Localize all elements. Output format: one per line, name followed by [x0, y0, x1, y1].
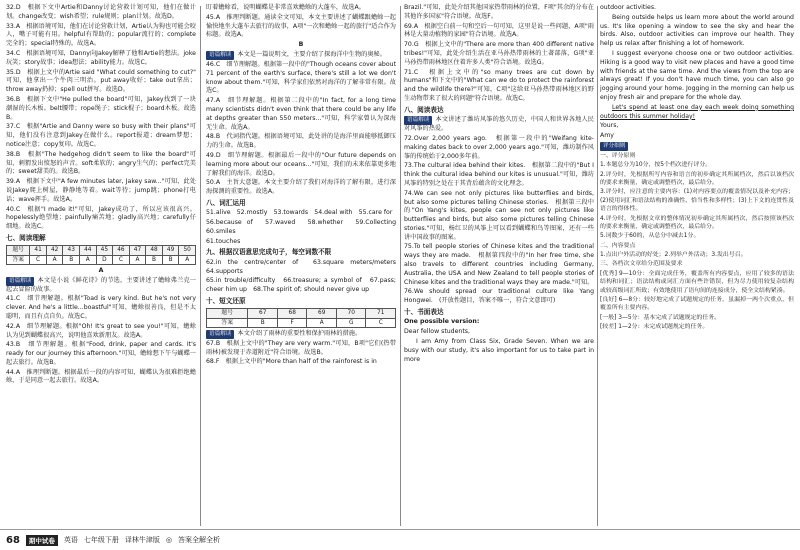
- rubric-line: 3.评分时，应注意的主要内容：(1)对内容要点的覆盖情况以及补充内容；(2)使用词汇和语法结构的准确性、恰当性和多样性；(3)上下文的连贯性及语言的得体性。: [600, 189, 794, 213]
- answer-39: 39.A 根据下文中"A few minutes later, Jakey saw..."可知，此处说Jakey爬上树屋，静静地等着。wait等待；jump跳；phone打电话；wave挥手。故选A。: [6, 178, 196, 203]
- table-cell: 47: [129, 246, 146, 255]
- answer-48: 48.B 代词指代题。根据语境可知，此处讲的是海洋里面能够抵御压力的生命。故选B。: [206, 133, 396, 150]
- answer-44: 44.A 推理判断题。根据最后一段的内容可知，蝴蝶认为很难拒绝蟾蜍，于是同意一起去旅行。故选A。: [6, 368, 196, 385]
- table-cell: A: [46, 255, 63, 264]
- table-cell: C: [113, 255, 130, 264]
- table-cell: 题号: [7, 246, 30, 255]
- answer-33: 33.A 根据语境可知，他们在讨论营救计划，Artie认为狗也可能会咬人，嘴子可能有用。helpful有帮助的；popular流行的；complete完全的；special特殊的。故选A。: [6, 22, 196, 48]
- table-cell: 69: [307, 309, 337, 318]
- passage-intro: [404, 116, 594, 134]
- answer-42: 42.A 细节理解题。根据"Oh! It's great to see you!"可知，蟾蜍认为见到蝴蝶很高兴，说明他喜欢新朋友。故选A。: [6, 322, 196, 339]
- table-cell: 49: [162, 246, 179, 255]
- table-cell: 题号: [207, 309, 248, 318]
- answer-icon: ◎: [165, 536, 173, 544]
- table-cell: A: [307, 318, 337, 327]
- table-cell: F: [277, 318, 307, 327]
- table-cell: B: [146, 255, 163, 264]
- answer-74: 74.We can see not only pictures like butterflies and birds, but also some pictures telling Chinese stories. 根据第三段中的"On Yang's kites, people can see not only pictures like butterflies and birds, but also some pictures telling Chinese stories."可知，杨红卫的风筝上可以看到蝴蝶和鸟等图案，还有一些讲中国故事的图案。: [404, 189, 594, 241]
- answer-43: 43.B 细节理解题。根据"Food, drink, paper and cards. It's ready for our journey this afternoon."可知，蟾蜍想下午与蝴蝶一起去旅行。故选B。: [6, 341, 196, 366]
- rubric-line: [良好] 6—8分：较好地完成了试题规定的任务，虽漏掉一两个次重点，但覆盖所有主要内容。: [600, 296, 794, 312]
- answer-75: 75.To tell people stories of Chinese kites and the traditional ways they are made. 根据第四段中的"In her free time, she also travels to different countries including Germany, Australia, the USA and New Zealand to tell people stories of Chinese kites and the traditional ways they are made."可知。: [404, 243, 594, 286]
- answer-45: 45.A 推理判断题。通读全文可知，本文主要讲述了蝴蝶跟蟾蜍一起愉快地坐大蓬车去旅行的故事，A项"一次和蟾蜍一起的旅行"适合作为标题。故选A。: [206, 13, 396, 39]
- badge: 语篇解读: [206, 51, 234, 60]
- sentence-line: 62.in the centre/center of 63.square meters/meters 64.supports: [206, 258, 403, 275]
- column-divider: [200, 6, 201, 526]
- answer-71: 71.C 根据上文中的"so many trees are cut down by humans"和下文中的"What can we do to protect the rainforest and the wildlife there?"可知，C项"这给亚马孙热带雨林地区的野生动物带来了很大的问题"符合语境。故选C。: [404, 68, 594, 102]
- passage-letter: A: [98, 266, 104, 274]
- table-cell: 答案: [207, 318, 248, 327]
- intro-text: 本文讲述了潍坊风筝的悠久历史，中国人和世界各地人民对风筝的热爱。: [404, 116, 594, 133]
- table-cell: 68: [277, 309, 307, 318]
- intro-text: 本文是一篇说明文，主要介绍了探海洋中生物的奥秘。: [237, 50, 386, 58]
- answer-table-2: [206, 308, 396, 327]
- column-4: [600, 4, 794, 528]
- sentence-line: 65.in trouble/difficulty 66.treasure; a symbol of 67.pass; cheer him up 68.The spirit of; should never give up: [206, 277, 396, 294]
- rubric-line: 5.词数少于60的，从总分中减去1分。: [600, 233, 700, 240]
- table-cell: 46: [113, 246, 130, 255]
- page-footer: [0, 529, 800, 550]
- badge: 语篇解读: [206, 330, 234, 339]
- table-cell: C: [30, 255, 47, 264]
- answer-35: 35.D 根据上文中的Artie said "What could something to cut?" 可知，他拿出一个牛肉三明治。put away收好；take out拿出；throw away扔掉；spell out拼写。故选D。: [6, 68, 196, 94]
- table-cell: 70: [336, 309, 366, 318]
- table-row: [7, 246, 196, 255]
- rubric-header: [600, 142, 794, 151]
- rubric-line: 三、各档次文章给分范围及要求: [600, 261, 683, 268]
- letter-paragraph: Let's spend at least one day each week doing something outdoors this summer holiday!: [600, 103, 794, 120]
- table-cell: 48: [146, 246, 163, 255]
- answer-46: 46.C 细节理解题。根据第一段中的"Though oceans cover about 71 percent of the earth's surface, there's still a lot we don't know about them."可知，科学家们依然对海洋的了解非常有限。故选C。: [206, 60, 396, 95]
- table-cell: A: [129, 255, 146, 264]
- answer-41: 41.C 细节理解题。根据"Toad is very kind. But he's not very clever. And he's a little...boastful"可知，蟾蜍很善良，但是不太聪明，而且有点自负。故选C。: [6, 295, 196, 320]
- section-heading: 十、短文还原: [206, 297, 246, 306]
- answer-continued: 盯着蟾蜍看，说明蝴蝶是非常喜欢蟾蜍的大蓬车，故选A。: [206, 4, 365, 11]
- page-number: 68: [6, 534, 20, 546]
- letter-greeting: Dear fellow students,: [404, 328, 470, 336]
- table-cell: 41: [30, 246, 47, 255]
- footer-grade: 七年级下册: [83, 536, 119, 544]
- table-cell: 答案: [7, 255, 30, 264]
- answer-47: 47.A 细节理解题。根据第二段中的"In fact, for a long time many scientists didn't even think that there could be any life at depths greater than 550 meters..."可知，科学家曾认为深海无生命。故选A。: [206, 97, 396, 131]
- series-logo: 期中试卷: [26, 535, 58, 546]
- badge: 语篇解读: [404, 116, 432, 125]
- letter-paragraph: I suggest everyone choose one or two outdoor activities. Hiking is a good way to visit new places and have a good time with friends at the same time. And the views from the top are always great! If you don't have much time, you can also go jogging around your home. Jogging in the morning can help us enjoy fresh air and prepare for the whole day.: [600, 49, 794, 101]
- table-row: [207, 318, 396, 327]
- answer-70: 70.G 根据上文中的"There are more than 400 different native tribes!"可知，此处介绍生活在亚马孙热带雨林的土著部落，G项"亚马孙热带雨林地区住着许多人类"符合语境。故选G。: [404, 41, 594, 66]
- passage-intro: [206, 330, 396, 339]
- column-1: [6, 4, 196, 528]
- letter-closing: Yours,: [600, 122, 619, 130]
- answer-table: [6, 245, 196, 264]
- rubric-line: [一般] 3—5分：基本完成了试题规定的任务。: [600, 314, 720, 321]
- vocab-line: 56.because of 57.waved 58.whether 59.Collecting 60.smiles: [206, 219, 403, 235]
- table-row: [7, 255, 196, 264]
- answer-40: 40.C 根据"I made it!"可知，Jakey成功了，所以应该很高兴。hopelessly绝望地；painfully痛苦地；gladly高兴地；carefully仔细地。故选C。: [6, 205, 196, 231]
- section-heading: 九、根据汉语意思完成句子，每空词数不限: [206, 248, 332, 257]
- rubric-line: 1.本题总分为10分，按5个档次进行评分。: [600, 162, 712, 169]
- table-cell: 50: [179, 246, 196, 255]
- section-heading: 八、阅读表达: [404, 105, 444, 114]
- rubric-line: 二、内容要点: [600, 242, 636, 249]
- table-cell: A: [179, 255, 196, 264]
- table-cell: 44: [79, 246, 96, 255]
- badge: 语篇解读: [6, 277, 34, 286]
- table-cell: 43: [63, 246, 80, 255]
- rubric-line: 4.评分时，先根据文章的整体情况初步确定其所属档次，然后按照该档次的要求来衡量，确定或调整档次，最后给分。: [600, 215, 794, 230]
- answer-68: 68.F 根据上文中的"More than half of the rainforest is in: [206, 358, 377, 366]
- column-divider: [400, 6, 401, 526]
- letter-signature: Amy: [600, 132, 614, 140]
- section-heading: 八、词汇运用: [206, 198, 246, 207]
- vocab-line: 51.alive 52.mostly 53.towards 54.deal with 55.care for: [206, 209, 393, 217]
- rubric-line: 2.评分时，先根据所写内容和语言的初步确定其所属档次，然后以该档次的要求来衡量，确定或调整档次，最后给分。: [600, 171, 794, 187]
- answer-49: 49.D 细节理解题。根据最后一段中的"Our future depends on learning more about our oceans..."可知，我们的未来依靠更多地了解我们的海洋。故选D。: [206, 151, 396, 177]
- footer-answer-label: 答案全解全析: [178, 536, 221, 544]
- table-row: [207, 309, 396, 318]
- table-cell: C: [366, 318, 396, 327]
- answer-73: 73.The cultural idea behind their kites. 根据第二段中的"But I think the cultural idea behind our kites is unusual."可知，潍坊风筝的特别之处在于其背后蕴含的文化理念。: [404, 162, 594, 187]
- table-cell: A: [79, 255, 96, 264]
- passage-intro: [6, 277, 196, 295]
- table-cell: 45: [96, 246, 113, 255]
- badge: 评分细则: [600, 142, 628, 151]
- letter-paragraph: Being outside helps us learn more about the world around us. It's like opening a window to see the sky and hear the birds. Also, outdoor activities can improve our health. They help us relax after finishing a lot of homework.: [600, 13, 794, 48]
- table-cell: B: [63, 255, 80, 264]
- section-heading: 七、阅读理解: [6, 233, 46, 242]
- table-cell: B: [162, 255, 179, 264]
- table-cell: D: [96, 255, 113, 264]
- answer-76: 76.We should spread our traditional culture like Yang Hongwei. (开放性题目，答案不唯一，符合文意即可): [404, 288, 594, 305]
- answer-continued: Brazil."可知，此处介绍其他国家热带雨林的位置，F项"其余的分布在其他许多国家"符合语境。故选F。: [404, 4, 594, 20]
- table-cell: 67: [248, 309, 278, 318]
- rubric-line: [较差] 1—2分：未完成试题规定的任务。: [600, 324, 709, 331]
- vocab-line: 61.touches: [206, 237, 241, 245]
- answer-69: 69.A 根据空白前一句和空后一句可知，这里是说一些问题，A项"雨林是大量动植物的家园"符合语境。故选A。: [404, 22, 594, 39]
- rubric-line: 一、评分原则: [600, 152, 636, 159]
- rubric-line: [优秀] 9—10分：全面完成任务，覆盖所有内容要点，应用了较多的语法结构和词汇；语法结构或词汇方面有些许错误，但为尽力使用较复杂结构或较高级词汇所致；有效地使用了语句间的连接成分，使全文结构紧凑。: [600, 270, 794, 294]
- footer-edition: 译林牛津版: [124, 536, 160, 544]
- answer-32: 32.D 根据下文中Artie和Danny讨论营救计划可知，他们在做计划。change改变；wish希望；rule规则；plan计划。故选D。: [6, 4, 196, 20]
- column-3: [404, 4, 594, 528]
- table-cell: 42: [46, 246, 63, 255]
- intro-text: 本文介绍了雨林的重要性和保护雨林的措施。: [237, 329, 362, 337]
- answer-36: 36.B 根据下文中"He pulled the board"可知，Jakey找到了一块潮湿的长木板。belt腰带；rope绳子；stick棍子；board木板。故选B。: [6, 95, 196, 121]
- footer-subject: 英语: [63, 536, 78, 544]
- intro-text: 本文是小说《鲜花诗》的节选，主要讲述了蟾蜍弗兰克一起去冒险的故事。: [6, 276, 196, 293]
- answer-38: 38.B 根据"The hedgehog didn't seem to like the board"可知，刺猬发出愤怒的声音。soft柔软的；angry生气的；perfect完美的；sweet甜美的。故选B。: [6, 150, 196, 176]
- passage-letter: B: [298, 41, 304, 49]
- table-cell: B: [248, 318, 278, 327]
- answer-72: 72.Over 2,000 years ago. 根据第一段中的"Weifang kite-making dates back to over 2,000 years ago."可知，潍坊制作风筝的传统始于2,000多年前。: [404, 134, 594, 160]
- letter-paragraph: I am Amy from Class Six, Grade Seven. When we are busy with our study, it's also important for us to take part in more: [404, 338, 594, 363]
- column-divider: [597, 6, 598, 526]
- passage-intro: [206, 51, 396, 60]
- answer-67: 67.B 根据上文中的"They are very warm."可知，B项"它们(热带雨林)被发现于赤道附近"符合语境。故选B。: [206, 339, 396, 356]
- answer-50: 50.A 主旨大意题。本文主要介绍了我们对海洋的了解有限，进行深海探测的重要性。故选A。: [206, 179, 396, 196]
- table-cell: 71: [366, 309, 396, 318]
- column-2: [206, 4, 403, 528]
- letter-paragraph: outdoor activities.: [600, 4, 657, 11]
- rubric-line: 1.点出户外活动的好处；2.列举户外活动；3.发出号召。: [600, 252, 747, 259]
- sample-label: One possible version:: [404, 318, 480, 326]
- answer-34: 34.C 根据语境可知，Danny向Jakey解释了他和Artie的想法。joke玩笑；story故事；idea想法；ability能力。故选C。: [6, 49, 196, 66]
- table-cell: G: [336, 318, 366, 327]
- section-heading: 十、书面表达: [404, 308, 444, 317]
- answer-37: 37.C 根据"Artie and Danny were so busy with their plans"可知，他们没有注意到Jakey在做什么。report报道；dream梦想；notice注意；copy复印。故选C。: [6, 123, 196, 148]
